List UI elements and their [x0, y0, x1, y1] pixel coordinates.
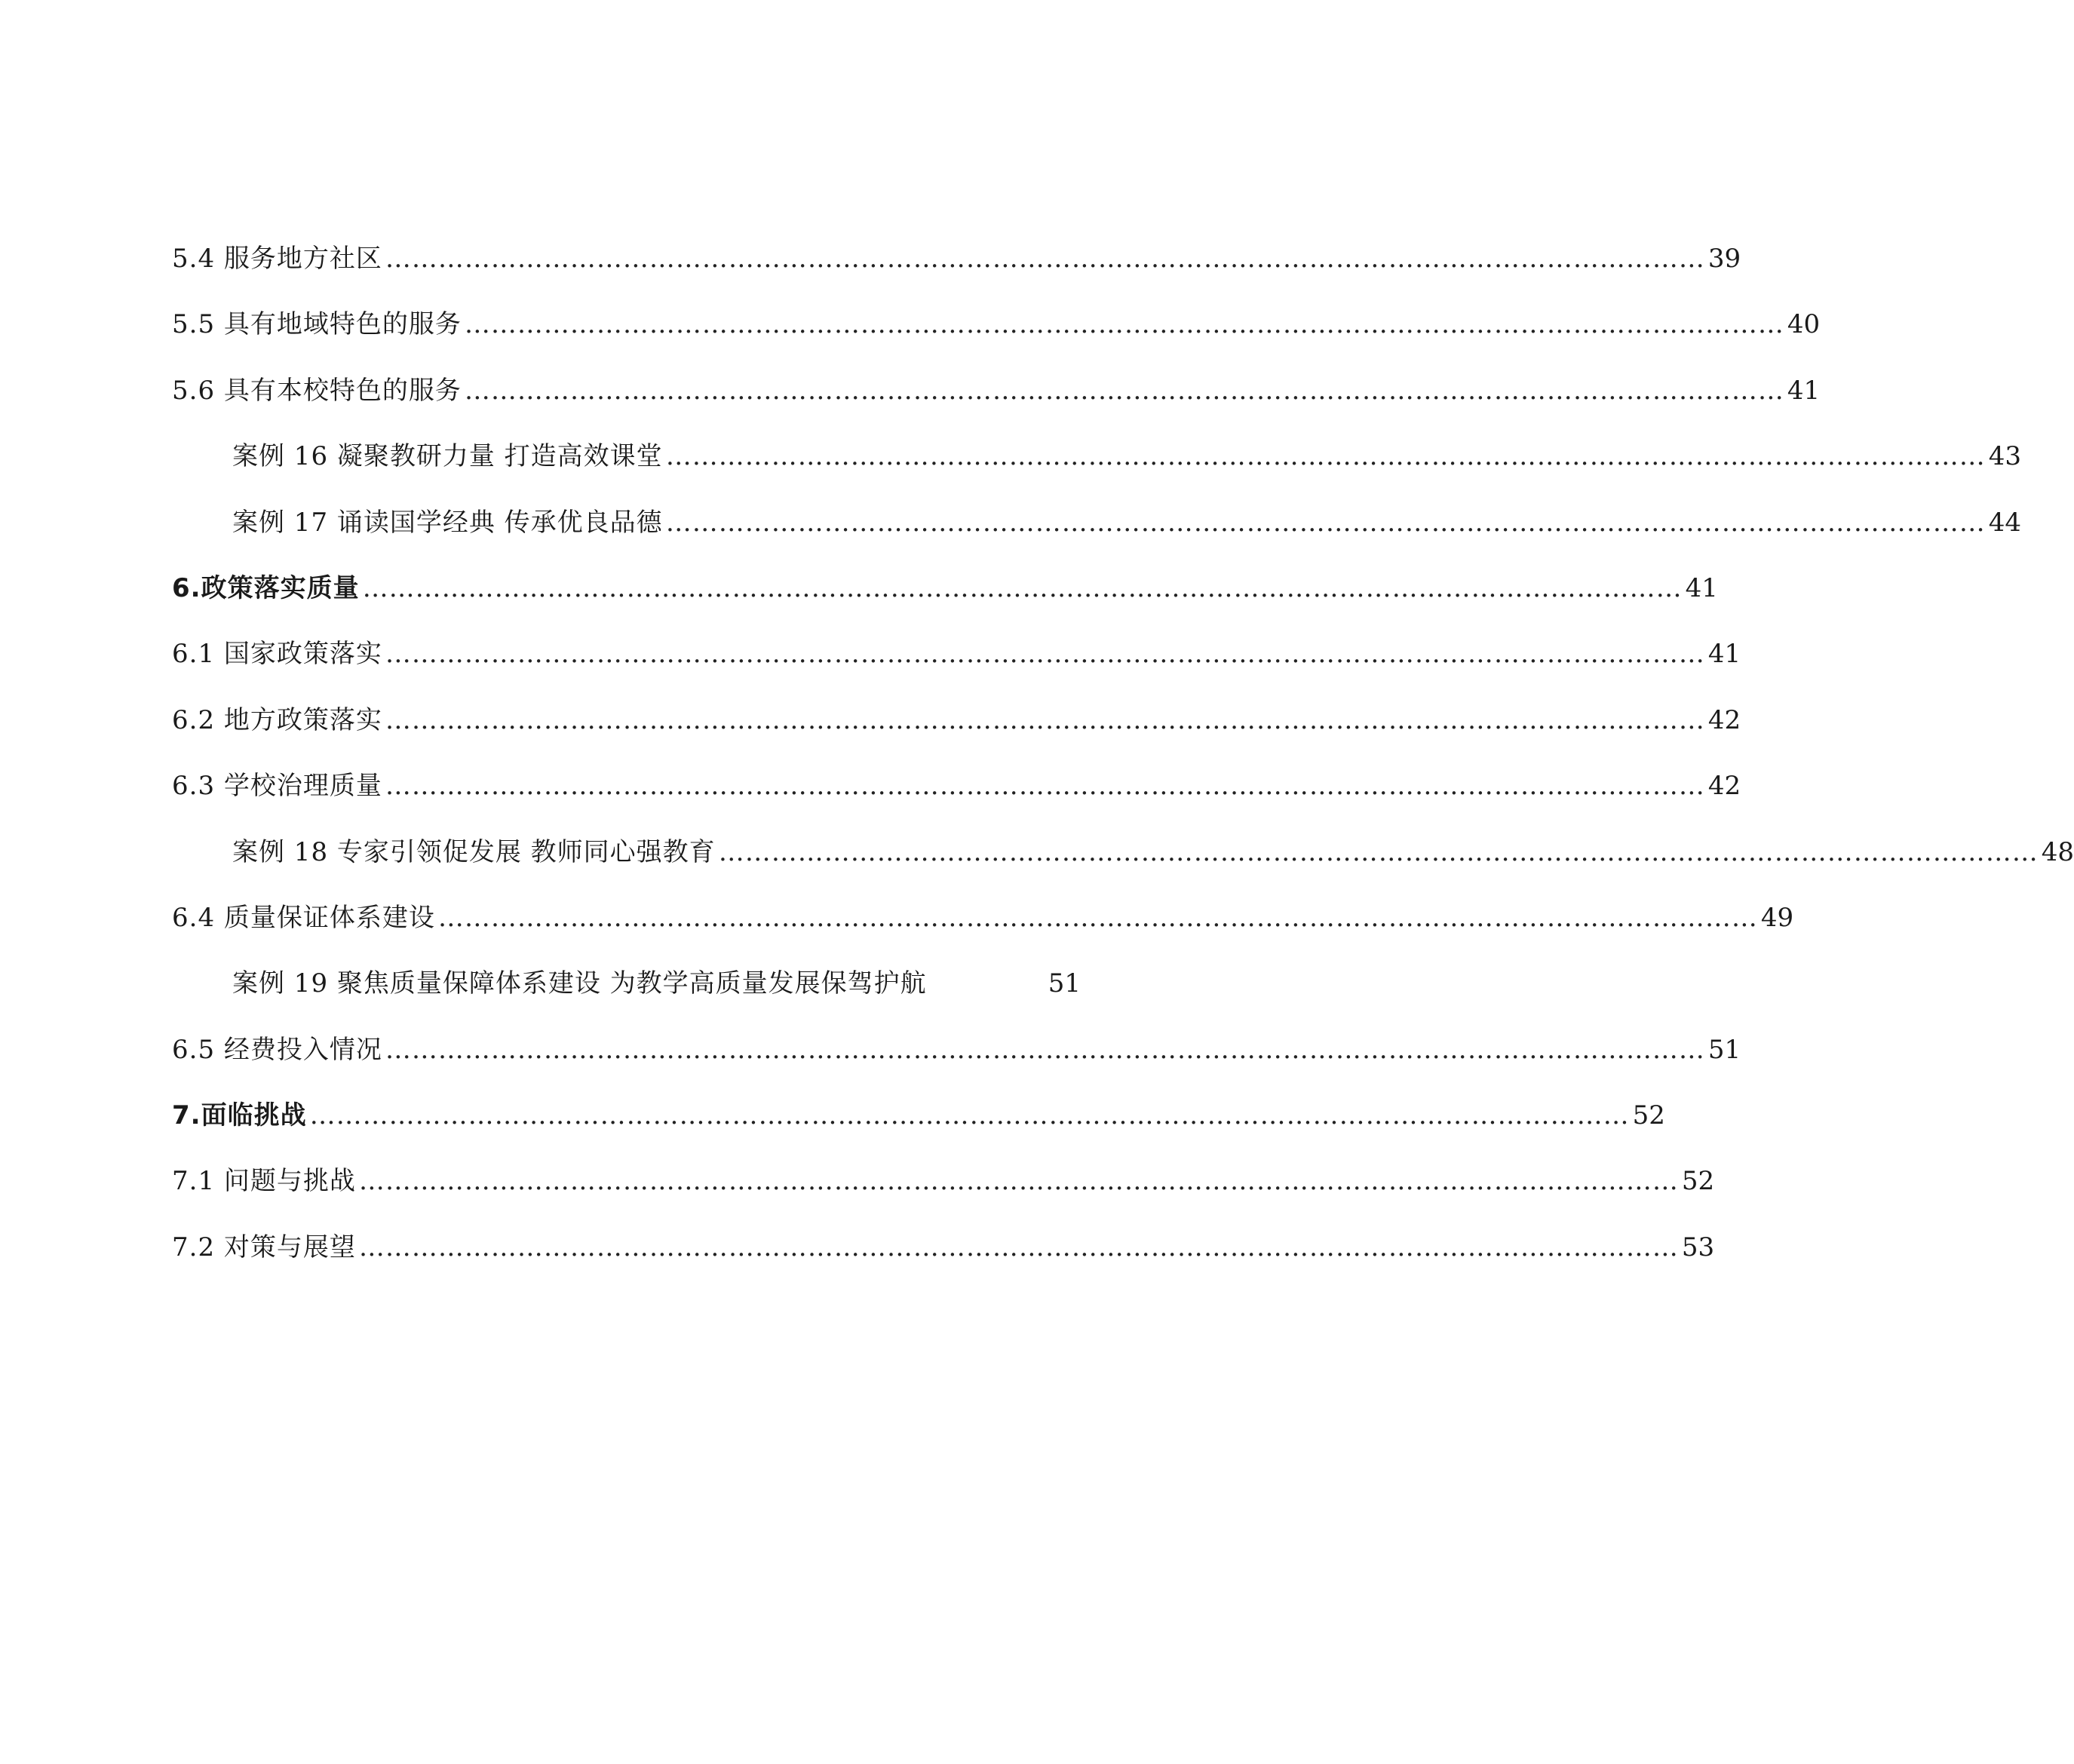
toc-entry-label: 7.1 问题与挑战	[172, 1166, 356, 1197]
dot-leader: ……………………………………………………………………………………………………………………………………	[437, 902, 1758, 933]
dot-leader: ……………………………………………………………………………………………………………………………………	[385, 771, 1705, 802]
toc-entry-label: 6.3 学校治理质量	[172, 771, 382, 802]
toc-entry-label: 5.4 服务地方社区	[172, 244, 382, 274]
toc-entry-page: 51	[1707, 1034, 1741, 1065]
dot-leader: ……………………………………………………………………………………………………………………………………	[385, 244, 1705, 274]
toc-entry-chapter-7[interactable]	[172, 1083, 1665, 1149]
toc-entry-page: 44	[1988, 507, 2021, 538]
toc-entry-page: 41	[1787, 375, 1821, 406]
toc-entry-label: 6.2 地方政策落实	[172, 704, 382, 735]
toc-entry-7-1[interactable]	[172, 1149, 1715, 1214]
toc-entry-label: 5.6 具有本校特色的服务	[172, 375, 462, 406]
toc-entry-page: 40	[1787, 309, 1821, 340]
toc-entry-5-4[interactable]	[172, 226, 1741, 292]
toc-entry-label: 案例 19 聚焦质量保障体系建设 为教学高质量发展保驾护航	[232, 968, 927, 999]
toc-entry-5-5[interactable]	[172, 292, 1821, 357]
dot-leader: ……………………………………………………………………………………………………………………………………	[665, 441, 1986, 472]
toc-entry-case-19[interactable]	[172, 951, 1081, 1017]
dot-leader: ……………………………………………………………………………………………………………………………………	[718, 836, 2039, 867]
toc-entry-page: 42	[1707, 771, 1741, 802]
toc-entry-label: 5.5 具有地域特色的服务	[172, 309, 462, 340]
toc-entry-label: 6.1 国家政策落实	[172, 639, 382, 670]
toc-entry-chapter-6[interactable]	[172, 556, 1718, 621]
toc-entry-page: 53	[1681, 1232, 1715, 1262]
toc-entry-case-17[interactable]	[172, 490, 2021, 556]
toc-entry-page: 52	[1632, 1100, 1665, 1131]
dot-leader: ……………………………………………………………………………………………………………………………………	[464, 375, 1784, 406]
table-of-contents	[172, 226, 2074, 1281]
toc-entry-case-16[interactable]	[172, 424, 2021, 489]
toc-entry-label: 6.4 质量保证体系建设	[172, 902, 435, 933]
toc-entry-page: 41	[1685, 572, 1718, 603]
toc-entry-6-5[interactable]	[172, 1017, 1741, 1083]
toc-entry-label: 案例 17 诵读国学经典 传承优良品德	[232, 507, 663, 538]
toc-entry-6-4[interactable]	[172, 885, 1794, 951]
toc-entry-page: 51	[1048, 968, 1081, 999]
dot-leader: ……………………………………………………………………………………………………………………………………	[358, 1232, 1679, 1262]
toc-entry-label: 6.5 经费投入情况	[172, 1034, 382, 1065]
toc-entry-page: 39	[1707, 244, 1741, 274]
toc-entry-page: 48	[2041, 836, 2074, 867]
dot-leader: ……………………………………………………………………………………………………………………………………	[358, 1166, 1679, 1197]
toc-entry-label: 案例 18 专家引领促发展 教师同心强教育	[232, 836, 716, 867]
toc-entry-5-6[interactable]	[172, 358, 1821, 424]
dot-leader: ……………………………………………………………………………………………………………………………………	[665, 507, 1986, 538]
dot-leader: ……………………………………………………………………………………………………………………………………	[385, 704, 1705, 735]
toc-entry-label: 7.面临挑战	[172, 1100, 307, 1131]
toc-entry-page: 42	[1707, 704, 1741, 735]
toc-entry-page: 49	[1760, 902, 1794, 933]
dot-leader: ……………………………………………………………………………………………………………………………………	[464, 309, 1784, 340]
toc-entry-case-18[interactable]	[172, 820, 2074, 885]
toc-entry-7-2[interactable]	[172, 1215, 1715, 1281]
toc-entry-page: 52	[1681, 1166, 1715, 1197]
toc-entry-6-3[interactable]	[172, 753, 1741, 819]
dot-leader: ……………………………………………………………………………………………………………………………………	[385, 639, 1705, 670]
toc-entry-label: 6.政策落实质量	[172, 572, 360, 603]
toc-entry-page: 43	[1988, 441, 2021, 472]
dot-leader: ……………………………………………………………………………………………………………………………………	[385, 1034, 1705, 1065]
dot-leader: ……………………………………………………………………………………………………………………………………	[362, 572, 1683, 603]
toc-entry-label: 案例 16 凝聚教研力量 打造高效课堂	[232, 441, 663, 472]
dot-leader: ……………………………………………………………………………………………………………………………………	[309, 1100, 1630, 1131]
toc-entry-6-2[interactable]	[172, 688, 1741, 753]
toc-entry-page: 41	[1707, 639, 1741, 670]
toc-entry-6-1[interactable]	[172, 621, 1741, 687]
toc-entry-label: 7.2 对策与展望	[172, 1232, 356, 1262]
